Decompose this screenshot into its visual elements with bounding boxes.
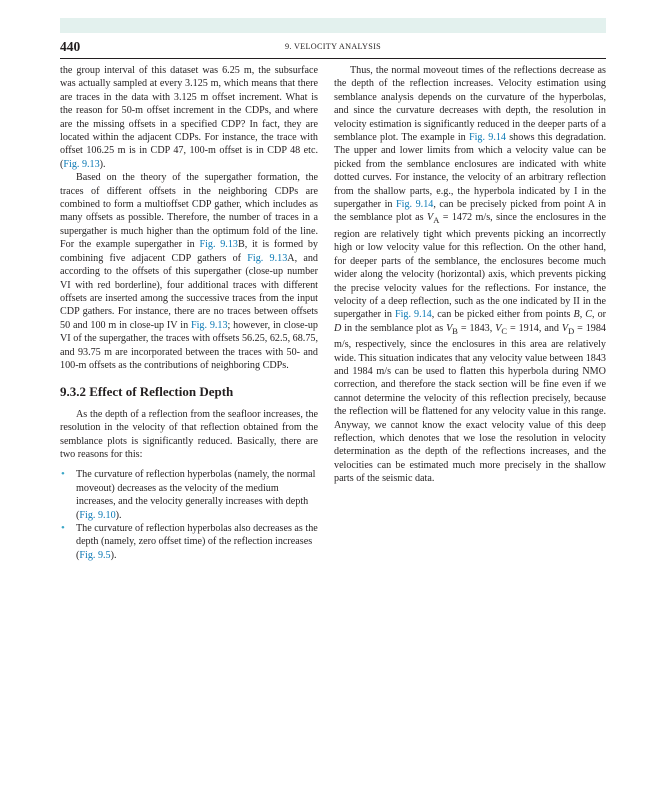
figure-link[interactable]: Fig. 9.13 [63,158,100,170]
running-head: 9. VELOCITY ANALYSIS [285,42,381,51]
paragraph [60,64,318,171]
paragraph [60,171,318,372]
text: in the semblance plot as [341,322,447,334]
text: = 1984 m/s, respectively, since the enclosures in this area are relatively wide. This situation indicates that any velocity value between 1843 and 1984 m/s can be used to flatten this hyperbola during NMO correction, and therefore the stack section will be fine even if we cannot determine the velocity of this reflection precisely, because the reflection will be flattened for any velocity value in this range. Anyway, we cannot know the exact velocity value of this deep reflection, which denotes that we lose the resolution in velocity determination as the depth of the reflections increases, and the velocities can be estimated much more precisely in the shallow parts of the seismic data. [334,322,606,485]
text: Thus, the normal moveout times of the reflections decrease as the depth of the reflection increases. Velocity estimation using semblance analysis depends on the curvature of the hyperbolas, and since the curvature decreases with depth, the resolution in velocity estimation is significantly reduced in the deeper parts of a semblance plot. The example in [334,65,606,144]
text: = 1843, [457,322,496,334]
figure-link[interactable]: Fig. 9.10 [79,509,116,521]
figure-link[interactable]: Fig. 9.13 [199,239,238,251]
header-color-band [60,18,606,33]
math-subscript: B [452,325,458,336]
paragraph: As the depth of a reflection from the seafloor increases, the resolution in the velocity of that reflection obtained from the semblance plots is significantly reduced. Basically, there are two reasons for this: [60,408,318,460]
text: , or [592,309,607,321]
text: ). [115,509,122,521]
bullet-icon: • [61,468,65,481]
math-subscript: A [433,215,440,226]
text: , [579,309,586,321]
math-symbol: V [495,322,502,334]
math-subscript: D [568,325,575,336]
text: shows this degradation. The upper and lower limits from which a velocity value can be picked from the semblance enclosures are indicated with white dotted curves. For instance, the velocity of an arbitrary reflection from the shallow parts, e.g., the hyperbola indicated by I in the supergather in [334,132,606,211]
text: The curvature of reflection hyperbolas (namely, the normal moveout) decreases as the velocity of the medium increases, and the velocity generally increases with depth ( [76,469,316,521]
math-symbol: V [427,212,434,224]
figure-link[interactable]: Fig. 9.14 [468,132,506,144]
section-heading: 9.3.2 Effect of Reflection Depth [60,384,234,400]
math-symbol: V [561,322,569,334]
paragraph [334,64,606,486]
text: The curvature of reflection hyperbolas also decreases as the depth (namely, zero offset time) of the reflection increases ( [76,523,318,561]
text: = 1472 m/s, since the enclosures in the region are relatively tight which prevents picking an incorrectly high or low velocity value for this reflection. On the other hand, for deeper parts of the semblance, the enclosures become much wider along the velocity (horizontal) axis, which prevents picking the precise velocity values for the reflections. For instance, the velocity of a deep reflection, such as the one indicated by II in the supergather in [334,212,606,321]
figure-link[interactable]: Fig. 9.13 [190,319,228,331]
text: , can be picked either from points [431,309,574,321]
math-subscript: C [501,325,508,336]
text: , can be precisely picked from point A in the semblance plot as [334,199,606,224]
list-item [60,522,318,562]
text: A, and according to the offsets of this supergather (close-up number VI with red borderline), four additional traces with different offsets are inserted among the successive traces from the input CDP gathers. For instance, there are no traces between offsets 50 and 100 m in close-up IV in [60,252,318,331]
bullet-icon: • [61,522,65,534]
text: the group interval of this dataset was 6.25 m, the subsurface was actually sampled at every 3.125 m, which means that there are traces in the data with 3.125 m offset increment. What is the reason for 50-m offset increment in the CDPs, and where are the missing offsets in a specified CDP? In fact, they are located within the adjacent CDPs. For instance, the trace with offset 106.25 m is in CDP 47, 100-m offset is in CDP 48 etc. ( [60,65,318,170]
math-symbol: C [585,309,593,321]
text: ). [99,158,106,170]
list-item [60,468,318,522]
math-symbol: D [334,322,342,334]
figure-link[interactable]: Fig. 9.13 [247,252,288,264]
page-number: 440 [60,39,81,54]
right-column [334,64,606,486]
text: Based on the theory of the supergather formation, the traces of different offsets in the neighboring CDPs are combined to form a multioffset CDP gather, which includes as many offsets as possible. Therefore, the number of traces in a supergather is much higher than the optimum fold of the line. For the example supergather in [60,172,318,251]
bullet-list [60,468,318,562]
text: ; however, in close-up VI of the supergather, the traces with offsets 56.25, 62.5, 68.75, and 93.75 m are incorporated between the traces with 50- and 100-m offsets as the contributions of neighboring CDPs. [60,319,318,371]
page-header [60,38,606,59]
figure-link[interactable]: Fig. 9.14 [396,199,434,211]
text: B, it is formed by combining five adjacent CDP gathers of [60,239,318,264]
math-symbol: B [573,309,580,321]
text: = 1914, and [507,322,562,334]
figure-link[interactable]: Fig. 9.5 [79,549,111,561]
math-symbol: V [446,322,453,334]
left-column [60,64,318,562]
text: ). [110,549,117,561]
figure-link[interactable]: Fig. 9.14 [394,309,432,321]
